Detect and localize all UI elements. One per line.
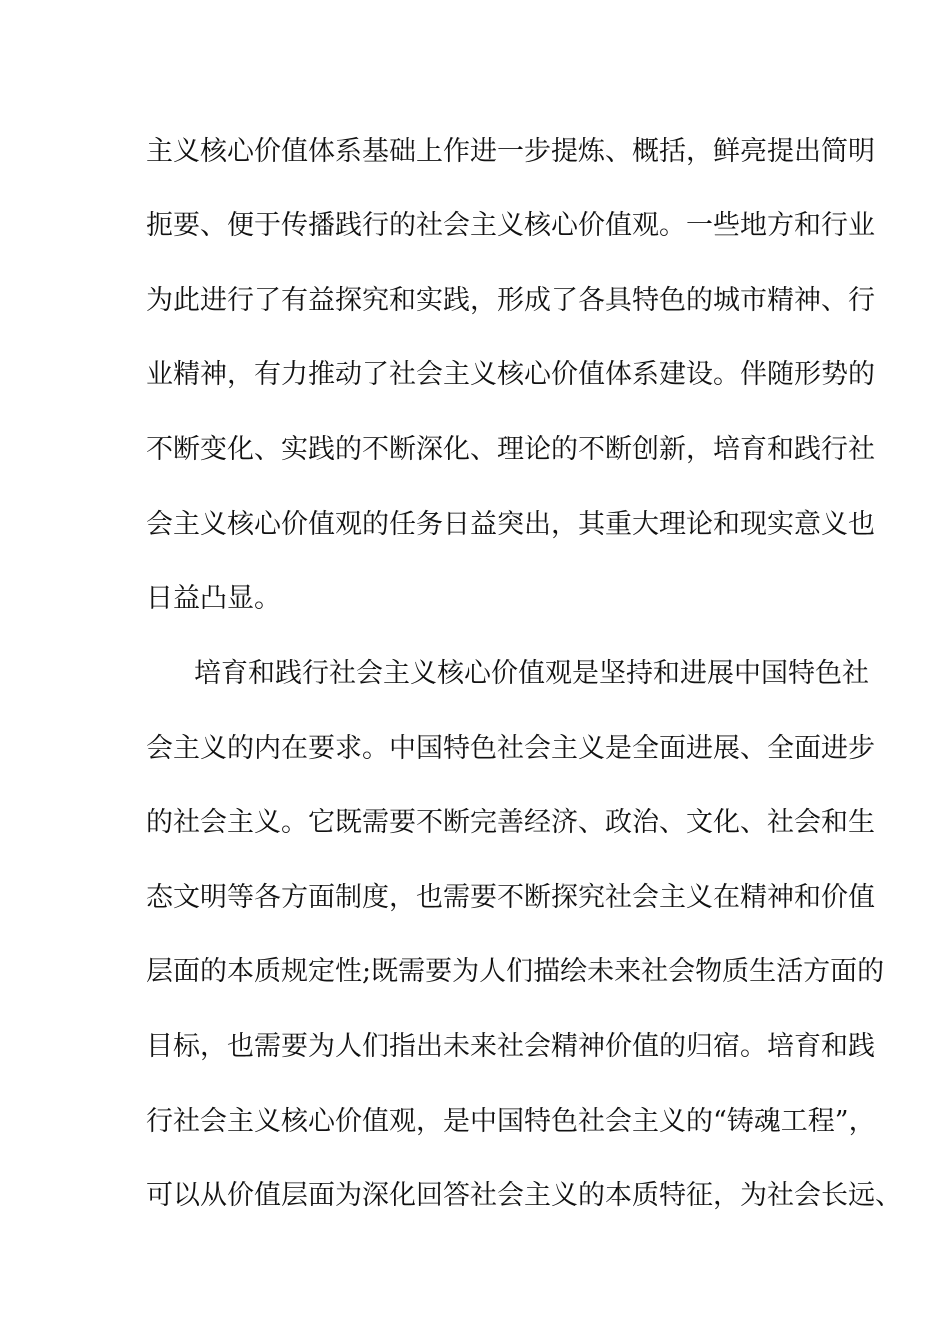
text-line: 扼要、便于传播践行的社会主义核心价值观。一些地方和行业 [146, 210, 875, 241]
text-line: 主义核心价值体系基础上作进一步提炼、概括，鲜亮提出简明 [146, 136, 875, 167]
text-line: 会主义的内在要求。中国特色社会主义是全面进展、全面进步 [146, 733, 875, 764]
text-line: 不断变化、实践的不断深化、理论的不断创新，培育和践行社 [146, 434, 875, 465]
text-line: 态文明等各方面制度，也需要不断探究社会主义在精神和价值 [146, 882, 875, 913]
text-line: 可以从价值层面为深化回答社会主义的本质特征，为社会长远、 [146, 1180, 902, 1211]
text-line: 会主义核心价值观的任务日益突出，其重大理论和现实意义也 [146, 509, 875, 540]
text-line: 日益凸显。 [146, 583, 281, 614]
text-line: 目标，也需要为人们指出未来社会精神价值的归宿。培育和践 [146, 1031, 875, 1062]
text-line: 层面的本质规定性;既需要为人们描绘未来社会物质生活方面的 [146, 956, 885, 987]
text-line: 行社会主义核心价值观，是中国特色社会主义的“铸魂工程”， [146, 1106, 876, 1137]
text-line: 业精神，有力推动了社会主义核心价值体系建设。伴随形势的 [146, 359, 875, 390]
paragraph-first-line: 培育和践行社会主义核心价值观是坚持和进展中国特色社 [194, 658, 869, 689]
text-line: 的社会主义。它既需要不断完善经济、政治、文化、社会和生 [146, 807, 875, 838]
text-line: 为此进行了有益探究和实践，形成了各具特色的城市精神、行 [146, 285, 875, 316]
